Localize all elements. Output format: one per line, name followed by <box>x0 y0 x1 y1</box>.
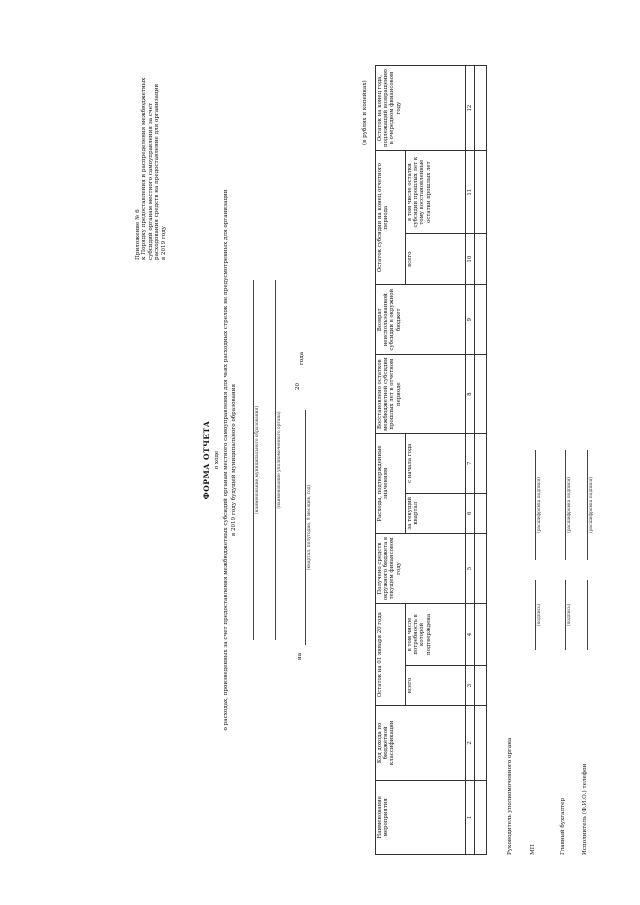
header-cell: Остаток субсидии на конец отчетного периода <box>376 151 406 285</box>
column-number: 12 <box>466 66 475 151</box>
column-number: 6 <box>466 493 475 533</box>
accountant-sign-line <box>565 580 566 650</box>
column-number: 8 <box>466 355 475 434</box>
empty-cell <box>475 780 487 854</box>
empty-cell <box>475 434 487 494</box>
column-number: 9 <box>466 285 475 355</box>
empty-cell <box>475 493 487 533</box>
annex-line: к Порядку предоставления и распределения межбюджетных <box>141 77 148 260</box>
mo-line <box>253 280 254 640</box>
empty-cell <box>475 151 487 234</box>
column-number: 2 <box>466 706 475 780</box>
header-cell: в том числе потребность в которой подтверждена <box>406 604 466 666</box>
org-line <box>275 280 276 640</box>
empty-cell <box>475 285 487 355</box>
mp-label: МП <box>530 844 536 855</box>
annex-line: в 2019 году <box>160 226 167 260</box>
accountant-label: Главный бухгалтер <box>560 797 566 855</box>
period-caption: (квартал, полугодие, 9 месяцев, год) <box>307 484 312 571</box>
header-cell: с начала года <box>406 434 466 494</box>
empty-cell <box>475 234 487 285</box>
column-number: 4 <box>466 604 475 666</box>
executor-decode-line <box>587 450 588 560</box>
column-number: 10 <box>466 234 475 285</box>
header-cell: всего <box>406 234 466 285</box>
executor-label: Исполнитель (Ф.И.О.) телефон <box>582 763 588 855</box>
form-description: о расходах, произведенных за счет предоставления межбюджетных субсидий органам местного самоуправления для чьих расходных стрелок не предусмотренных для организации <box>223 189 229 731</box>
header-cell: Остаток на 01 января 20 года <box>376 604 406 706</box>
header-cell: Наименование мероприятия <box>376 780 466 854</box>
mo-caption: (наименование муниципального образования) <box>255 405 260 515</box>
form-title: ФОРМА ОТЧЕТА <box>202 420 211 500</box>
accountant-decode-line <box>565 450 566 560</box>
header-cell: Расходы, подтвержденные значениям <box>376 434 406 534</box>
accountant-decode-caption: (расшифровка подписи) <box>567 477 572 533</box>
form-description-2: в 2019 году будущей муниципального образования <box>231 384 237 536</box>
annex-line: расходования средств на предоставление для организации <box>154 83 161 260</box>
column-number: 7 <box>466 434 475 494</box>
executor-decode-caption: (расшифровка подписи) <box>589 477 594 533</box>
header-cell: за текущий квартал <box>406 493 466 533</box>
empty-cell <box>475 706 487 780</box>
units-label: (в рублях и копейках) <box>362 80 368 145</box>
year-label: года <box>299 351 305 365</box>
empty-cell <box>475 355 487 434</box>
report-table <box>375 65 487 855</box>
header-cell: Остаток на конец года, подлежащий возвращению в очередном финансовом году <box>376 66 466 151</box>
head-decode-caption: (расшифровка подписи) <box>537 477 542 533</box>
accountant-sign-caption: (подпись) <box>567 603 572 627</box>
header-cell: Восстановлено остатков межбюджетной субсидии прошлых лет в отчетном периоде <box>376 355 466 434</box>
empty-cell <box>475 665 487 705</box>
head-decode-line <box>535 450 536 560</box>
header-cell: Возврат неиспользованной субсидии в окружной бюджет <box>376 285 466 355</box>
head-sign-caption: (подпись) <box>537 603 542 627</box>
empty-cell <box>475 66 487 151</box>
head-label: Руководитель уполномоченного органа <box>507 737 513 855</box>
header-cell: Код дохода по бюджетной классификации <box>376 706 466 780</box>
head-sign-line <box>535 580 536 650</box>
org-caption: (наименование уполномоченного органа) <box>277 411 282 509</box>
column-number: 11 <box>466 151 475 234</box>
column-number: 3 <box>466 665 475 705</box>
date-label: 20 <box>295 382 301 390</box>
annex-line: субсидий органам местного самоуправления за счет <box>147 102 154 260</box>
empty-cell <box>475 604 487 666</box>
empty-cell <box>475 533 487 603</box>
annex-line: Приложение № 6 <box>135 209 141 260</box>
form-subtitle: о ходе <box>214 450 220 470</box>
period-line <box>305 410 306 645</box>
executor-sign-line <box>587 580 588 650</box>
column-number: 5 <box>466 533 475 603</box>
header-cell: в том числе остатки субсидии прошлых лет к тому восстановленные остатки прошлых лет <box>406 151 466 234</box>
on-label: на <box>297 652 303 660</box>
column-number: 1 <box>466 780 475 854</box>
header-cell: Получено средств окружного бюджета в текущем финансовом году <box>376 533 466 603</box>
header-cell: всего <box>406 665 466 705</box>
rotated-report-form <box>135 60 595 860</box>
annex-block <box>135 60 167 260</box>
